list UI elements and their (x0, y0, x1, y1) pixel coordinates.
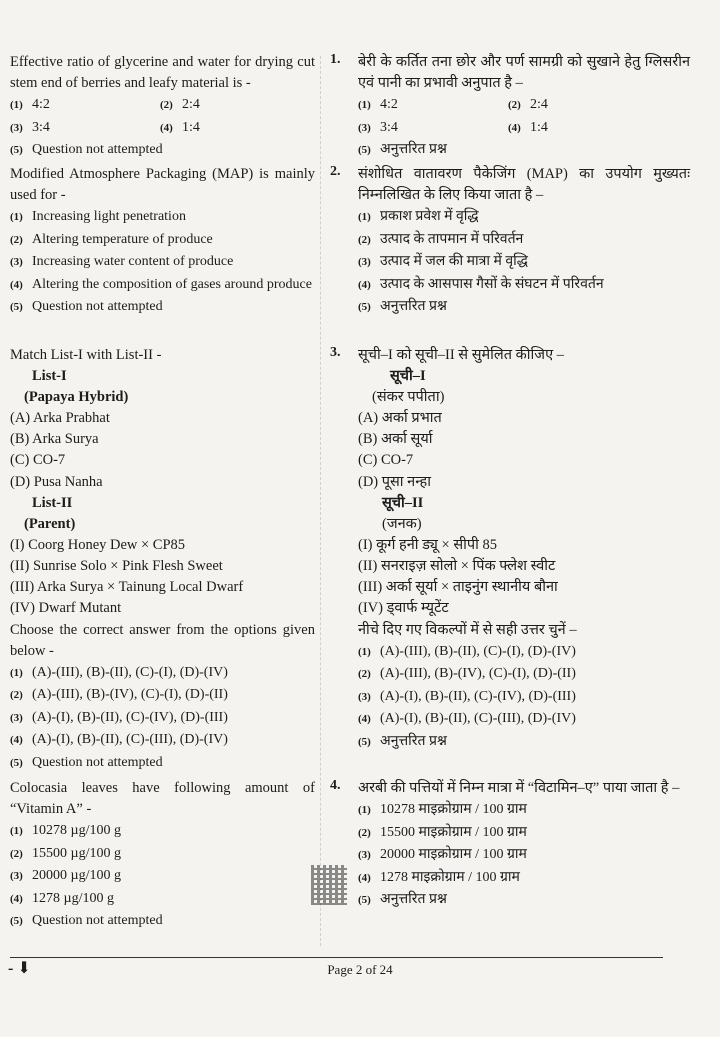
list-1-item: (C) CO-7 (358, 452, 414, 469)
option-5[interactable]: (5) अनुत्तरित प्रश्न (358, 892, 447, 907)
option-4[interactable]: (4) उत्पाद के आसपास गैसों के संघटन में परिवर्तन (358, 276, 604, 292)
option-1[interactable]: (1) (A)-(III), (B)-(II), (C)-(I), (D)-(IV) (10, 664, 228, 680)
option-3[interactable]: (3) 3:4 (10, 119, 50, 135)
list-1-item: (B) अर्का सूर्या (358, 431, 433, 448)
question-stem: Modified Atmosphere Packaging (MAP) is mainly used for - (10, 166, 315, 203)
qr-code-icon (311, 865, 347, 905)
list-2-item: (IV) Dwarf Mutant (10, 600, 122, 617)
question-number: 2. (330, 164, 341, 179)
footer-rule (10, 957, 663, 958)
question-number: 1. (330, 52, 341, 67)
list-2-item: (II) सनराइज़ सोलो × पिंक फ्लेश स्वीट (358, 558, 556, 575)
question-stem: Effective ratio of glycerine and water for drying cut stem end of berries and leafy material is - (10, 54, 315, 91)
list-1-item: (A) Arka Prabhat (10, 410, 110, 426)
option-1[interactable]: (1) (A)-(III), (B)-(II), (C)-(I), (D)-(IV) (358, 643, 576, 659)
question-2-english (10, 164, 315, 345)
option-5[interactable]: (5) Question not attempted (10, 142, 163, 157)
option-1[interactable]: (1) Increasing light penetration (10, 209, 186, 224)
list-1-item: (A) अर्का प्रभात (358, 410, 442, 426)
option-5[interactable]: (5) अनुत्तरित प्रश्न (358, 142, 447, 157)
question-2-hindi (330, 164, 690, 345)
option-5[interactable]: (5) अनुत्तरित प्रश्न (358, 733, 447, 749)
list-2-item: (IV) ड्वार्फ म्यूटेंट (358, 600, 449, 617)
list-2-item: (III) Arka Surya × Tainung Local Dwarf (10, 579, 244, 596)
list-2-title: सूची–II (382, 494, 424, 511)
option-4[interactable]: (4) 1:4 (508, 119, 548, 135)
option-4[interactable]: (4) (A)-(I), (B)-(II), (C)-(III), (D)-(IV) (358, 711, 576, 727)
list-1-subtitle: (संकर पपीता) (372, 389, 445, 405)
option-2[interactable]: (2) 15500 माइक्रोग्राम / 100 ग्राम (358, 824, 527, 840)
list-2-subtitle: (Parent) (24, 515, 76, 532)
list-1-item: (D) Pusa Nanha (10, 473, 103, 490)
list-1-title: सूची–I (390, 368, 426, 384)
option-1[interactable]: (1) 10278 माइक्रोग्राम / 100 ग्राम (358, 802, 527, 817)
choose-instruction: Choose the correct answer from the options given below - (10, 621, 315, 659)
question-stem: Colocasia leaves have following amount of “Vitamin A” - (10, 780, 315, 817)
question-stem: संशोधित वातावरण पैकेजिंग (MAP) का उपयोग मुख्यतः निम्नलिखित के लिए किया जाता है – (358, 166, 690, 203)
question-1-hindi (330, 52, 690, 164)
question-3-hindi (330, 345, 690, 778)
down-arrow-icon: - ⬇ (8, 960, 31, 977)
question-number: 3. (330, 345, 341, 360)
option-2[interactable]: (2) 15500 µg/100 g (10, 845, 121, 861)
question-number: 4. (330, 778, 341, 793)
option-3[interactable]: (3) (A)-(I), (B)-(II), (C)-(IV), (D)-(III) (358, 688, 576, 704)
question-1-english (10, 52, 315, 164)
option-3[interactable]: (3) Increasing water content of produce (10, 254, 234, 269)
option-4[interactable]: (4) 1278 µg/100 g (10, 890, 114, 906)
english-column (10, 52, 315, 933)
question-3-english (10, 345, 315, 778)
list-2-item: (III) अर्का सूर्या × ताइनुंग स्थानीय बौना (358, 579, 558, 596)
option-2[interactable]: (2) (A)-(III), (B)-(IV), (C)-(I), (D)-(II) (358, 666, 576, 682)
option-5[interactable]: (5) Question not attempted (10, 299, 163, 314)
list-1-title: List-I (32, 368, 67, 384)
list-1-item: (D) पूसा नन्हा (358, 473, 432, 490)
option-4[interactable]: (4) 1278 माइक्रोग्राम / 100 ग्राम (358, 869, 520, 885)
list-1-item: (B) Arka Surya (10, 431, 99, 448)
list-1-subtitle: (Papaya Hybrid) (24, 389, 129, 405)
question-stem: सूची–I को सूची–II से सुमेलित कीजिए – (358, 347, 564, 363)
option-2[interactable]: (2) उत्पाद के तापमान में परिवर्तन (358, 231, 524, 247)
option-5[interactable]: (5) Question not attempted (10, 754, 163, 770)
option-2[interactable]: (2) Altering temperature of produce (10, 231, 213, 247)
question-4-english (10, 778, 315, 933)
question-stem: अरबी की पत्तियों में निम्न मात्रा में “विटामिन–ए” पाया जाता है – (358, 780, 680, 796)
question-stem: बेरी के कर्तित तना छोर और पर्ण सामग्री को सुखाने हेतु ग्लिसरीन एवं पानी का प्रभावी अनुपात है – (358, 54, 690, 91)
option-3[interactable]: (3) 20000 µg/100 g (10, 868, 121, 883)
option-5[interactable]: (5) अनुत्तरित प्रश्न (358, 299, 447, 314)
option-2[interactable]: (2) 2:4 (508, 97, 548, 112)
option-1[interactable]: (1) 4:2 (10, 97, 50, 112)
column-divider (320, 56, 321, 946)
question-stem: Match List-I with List-II - (10, 347, 162, 363)
choose-instruction: नीचे दिए गए विकल्पों में से सही उत्तर चुनें – (358, 621, 577, 638)
hindi-column (330, 52, 690, 912)
option-3[interactable]: (3) 3:4 (358, 119, 398, 135)
option-4[interactable]: (4) 1:4 (160, 119, 200, 135)
option-2[interactable]: (2) 2:4 (160, 97, 200, 112)
option-4[interactable]: (4) (A)-(I), (B)-(II), (C)-(III), (D)-(IV) (10, 732, 228, 748)
page-number: Page 2 of 24 (327, 962, 393, 977)
list-2-item: (I) Coorg Honey Dew × CP85 (10, 536, 186, 553)
list-1-item: (C) CO-7 (10, 452, 66, 469)
option-3[interactable]: (3) 20000 माइक्रोग्राम / 100 ग्राम (358, 847, 527, 862)
question-4-hindi (330, 778, 690, 912)
list-2-title: List-II (32, 494, 73, 511)
list-2-item: (I) कूर्ग हनी ड्यू × सीपी 85 (358, 536, 498, 553)
option-3[interactable]: (3) (A)-(I), (B)-(II), (C)-(IV), (D)-(III) (10, 709, 228, 725)
list-2-subtitle: (जनक) (382, 515, 422, 532)
option-1[interactable]: (1) प्रकाश प्रवेश में वृद्धि (358, 209, 479, 224)
option-1[interactable]: (1) 10278 µg/100 g (10, 823, 121, 838)
option-1[interactable]: (1) 4:2 (358, 97, 398, 112)
option-2[interactable]: (2) (A)-(III), (B)-(IV), (C)-(I), (D)-(II) (10, 687, 228, 703)
option-5[interactable]: (5) Question not attempted (10, 913, 163, 928)
option-3[interactable]: (3) उत्पाद में जल की मात्रा में वृद्धि (358, 254, 528, 269)
list-2-item: (II) Sunrise Solo × Pink Flesh Sweet (10, 558, 223, 575)
option-4[interactable]: (4) Altering the composition of gases around produce (10, 276, 312, 292)
